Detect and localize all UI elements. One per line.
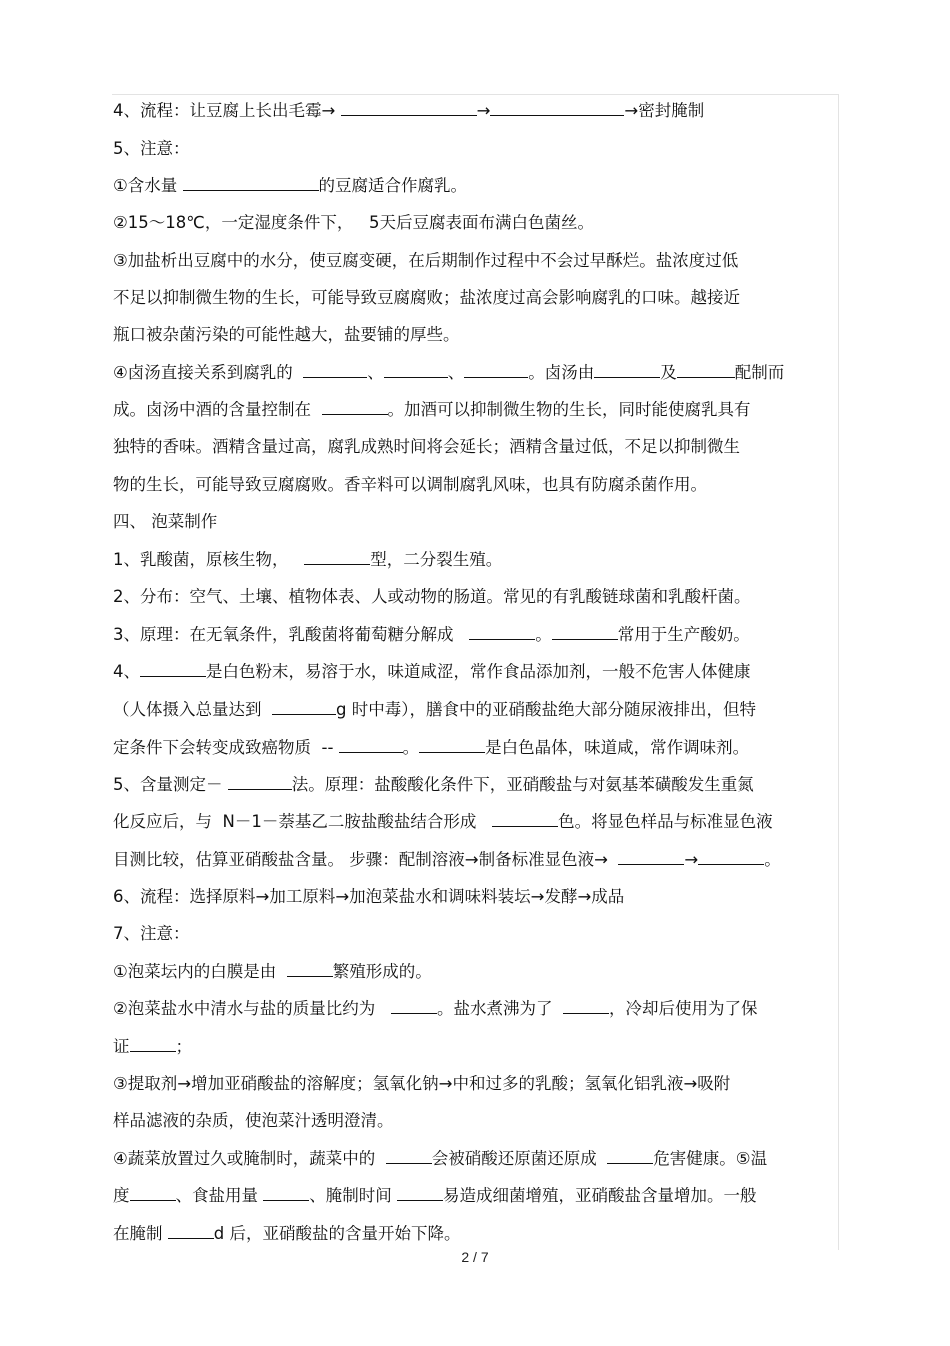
fill-in-blank [386, 1147, 432, 1164]
fill-in-blank [464, 361, 528, 378]
text-line [113, 98, 704, 124]
text-segment: d 后，亚硝酸盐的含量开始下降。 [213, 1224, 461, 1243]
text-line [113, 921, 190, 947]
fill-in-blank [303, 361, 367, 378]
fill-in-blank [263, 1184, 309, 1201]
text-segment: ，冷却后使用为了保 [609, 999, 758, 1018]
text-segment: 定条件下会转变成致癌物质 -- [113, 738, 339, 757]
fill-in-blank [419, 736, 485, 753]
text-segment: 会被硝酸还原菌还原成 [431, 1149, 608, 1168]
text-segment: 瓶口被杂菌污染的可能性越大，盐要铺的厚些。 [113, 325, 460, 344]
fill-in-blank [469, 623, 535, 640]
fill-in-blank [339, 736, 403, 753]
fill-in-blank [304, 548, 370, 565]
text-segment: 。盐水煮沸为了 [437, 999, 564, 1018]
text-segment: 及 [660, 363, 677, 382]
text-segment: 危害健康。⑤温 [653, 1149, 768, 1168]
text-line [113, 547, 502, 573]
fill-in-blank [130, 1035, 176, 1052]
fill-in-blank [341, 99, 477, 116]
text-segment: 繁殖形成的。 [332, 962, 432, 981]
fill-in-blank [618, 848, 684, 865]
text-segment: 型，二分裂生殖。 [370, 550, 503, 569]
text-segment: 是白色晶体，味道咸，常作调味剂。 [485, 738, 750, 757]
fill-in-blank [594, 361, 660, 378]
text-line [113, 1108, 394, 1134]
text-segment: → [684, 850, 699, 869]
fill-in-blank [552, 623, 618, 640]
page-border-top [112, 94, 838, 95]
text-line [113, 1146, 767, 1172]
text-segment: → [476, 101, 491, 120]
text-segment: 法。原理：盐酸酸化条件下，亚硝酸盐与对氨基苯磺酸发生重氮 [291, 775, 754, 794]
text-segment: 2、分布：空气、土壤、植物体表、人或动物的肠道。常见的有乳酸链球菌和乳酸杆菌。 [113, 587, 751, 606]
text-line [113, 360, 784, 386]
text-segment: 、食盐用量 [175, 1186, 264, 1205]
text-segment: 度 [113, 1186, 130, 1205]
page-border-right [838, 94, 839, 1250]
fill-in-blank [228, 773, 292, 790]
text-segment: 。卤汤由 [528, 363, 595, 382]
text-line [113, 809, 773, 835]
fill-in-blank [130, 1184, 176, 1201]
text-line [113, 622, 750, 648]
text-segment: 不足以抑制微生物的生长，可能导致豆腐腐败；盐浓度过高会影响腐乳的口味。越接近 [113, 288, 740, 307]
text-line [113, 584, 751, 610]
text-segment: 4、 [113, 662, 140, 681]
text-segment: 7、注意： [113, 924, 190, 943]
page-number: 2 / 7 [461, 1249, 489, 1265]
text-line [113, 847, 781, 873]
text-segment: 6、流程：选择原料→加工原料→加泡菜盐水和调味料装坛→发酵→成品 [113, 887, 625, 906]
text-segment: 证 [113, 1037, 130, 1056]
text-segment: 5、注意： [113, 139, 190, 158]
fill-in-blank [322, 398, 388, 415]
text-segment: ①含水量 [113, 176, 183, 195]
text-line [113, 1071, 730, 1097]
text-segment: 。 [535, 625, 552, 644]
text-segment: 成。卤汤中酒的含量控制在 [113, 400, 322, 419]
text-segment: 3、原理：在无氧条件，乳酸菌将葡萄糖分解成 [113, 625, 470, 644]
text-line [113, 659, 751, 685]
text-segment: 、腌制时间 [309, 1186, 397, 1205]
text-line [113, 173, 467, 199]
text-segment: ； [175, 1037, 192, 1056]
text-segment: →密封腌制 [624, 101, 705, 120]
text-segment: 色。将显色样品与标准显色液 [558, 812, 773, 831]
text-segment: 1、乳酸菌，原核生物， [113, 550, 305, 569]
text-segment: 样品滤液的杂质，使泡菜汁透明澄清。 [113, 1111, 394, 1130]
text-segment: 、 [447, 363, 465, 382]
fill-in-blank [607, 1147, 653, 1164]
fill-in-blank [397, 1184, 443, 1201]
text-line [113, 248, 738, 274]
text-segment: ②泡菜盐水中清水与盐的质量比约为 [113, 999, 392, 1018]
fill-in-blank [698, 848, 764, 865]
text-segment: 四、 泡菜制作 [113, 512, 218, 531]
fill-in-blank [490, 99, 624, 116]
text-segment: 在腌制 [113, 1224, 168, 1243]
fill-in-blank [384, 361, 448, 378]
text-segment: ②15～18℃，一定湿度条件下， 5天后豆腐表面布满白色菌丝。 [113, 213, 595, 232]
text-segment: 目测比较，估算亚硝酸盐含量。 步骤：配制溶液→制备标准显色液→ [113, 850, 619, 869]
text-segment: 的豆腐适合作腐乳。 [318, 176, 468, 195]
text-line [113, 996, 758, 1022]
fill-in-blank [677, 361, 735, 378]
text-segment: g 时中毒），膳食中的亚硝酸盐绝大部分随尿液排出，但特 [336, 700, 756, 719]
fill-in-blank [492, 810, 558, 827]
text-line [113, 1221, 460, 1247]
text-line [113, 509, 217, 535]
fill-in-blank [563, 997, 609, 1014]
text-line [113, 697, 756, 723]
text-segment: 4、流程：让豆腐上长出毛霉→ [113, 101, 341, 120]
text-line [113, 434, 740, 460]
text-segment: 是白色粉末，易溶于水，味道咸涩，常作食品添加剂，一般不危害人体健康 [206, 662, 751, 681]
text-line [113, 285, 740, 311]
fill-in-blank [140, 660, 206, 677]
text-segment: 独特的香味。酒精含量过高，腐乳成熟时间将会延长；酒精含量过低，不足以抑制微生 [113, 437, 740, 456]
text-line [113, 884, 624, 910]
text-segment: 配制而 [734, 363, 785, 382]
text-segment: 。加酒可以抑制微生物的生长，同时能使腐乳具有 [387, 400, 751, 419]
fill-in-blank [391, 997, 437, 1014]
fill-in-blank [168, 1222, 214, 1239]
text-segment: 物的生长，可能导致豆腐腐败。香辛料可以调制腐乳风味，也具有防腐杀菌作用。 [113, 475, 707, 494]
fill-in-blank [272, 698, 336, 715]
text-segment: 常用于生产酸奶。 [617, 625, 750, 644]
text-segment: ④蔬菜放置过久或腌制时，蔬菜中的 [113, 1149, 386, 1168]
text-segment: （人体摄入总量达到 [113, 700, 272, 719]
text-segment: ③提取剂→增加亚硝酸盐的溶解度；氢氧化钠→中和过多的乳酸；氢氧化铝乳液→吸附 [113, 1074, 731, 1093]
fill-in-blank [183, 174, 319, 191]
text-segment: 。 [402, 738, 420, 757]
text-line [113, 136, 190, 162]
text-line [113, 772, 754, 798]
text-line [113, 210, 594, 236]
text-segment: 、 [367, 363, 384, 382]
text-line [113, 959, 432, 985]
text-segment: 5、含量测定－ [113, 775, 228, 794]
text-segment: 易造成细菌增殖，亚硝酸盐含量增加。一般 [443, 1186, 757, 1205]
text-line [113, 1034, 192, 1060]
text-line [113, 1183, 757, 1209]
text-segment: ①泡菜坛内的白膜是由 [113, 962, 287, 981]
text-segment: 化反应后，与 N－1－萘基乙二胺盐酸盐结合形成 [113, 812, 493, 831]
text-segment: ③加盐析出豆腐中的水分，使豆腐变硬，在后期制作过程中不会过早酥烂。盐浓度过低 [113, 251, 739, 270]
text-segment: 。 [764, 850, 781, 869]
text-line [113, 322, 460, 348]
text-line [113, 472, 707, 498]
text-segment: ④卤汤直接关系到腐乳的 [113, 363, 304, 382]
text-line [113, 735, 749, 761]
fill-in-blank [287, 960, 333, 977]
text-line [113, 397, 751, 423]
